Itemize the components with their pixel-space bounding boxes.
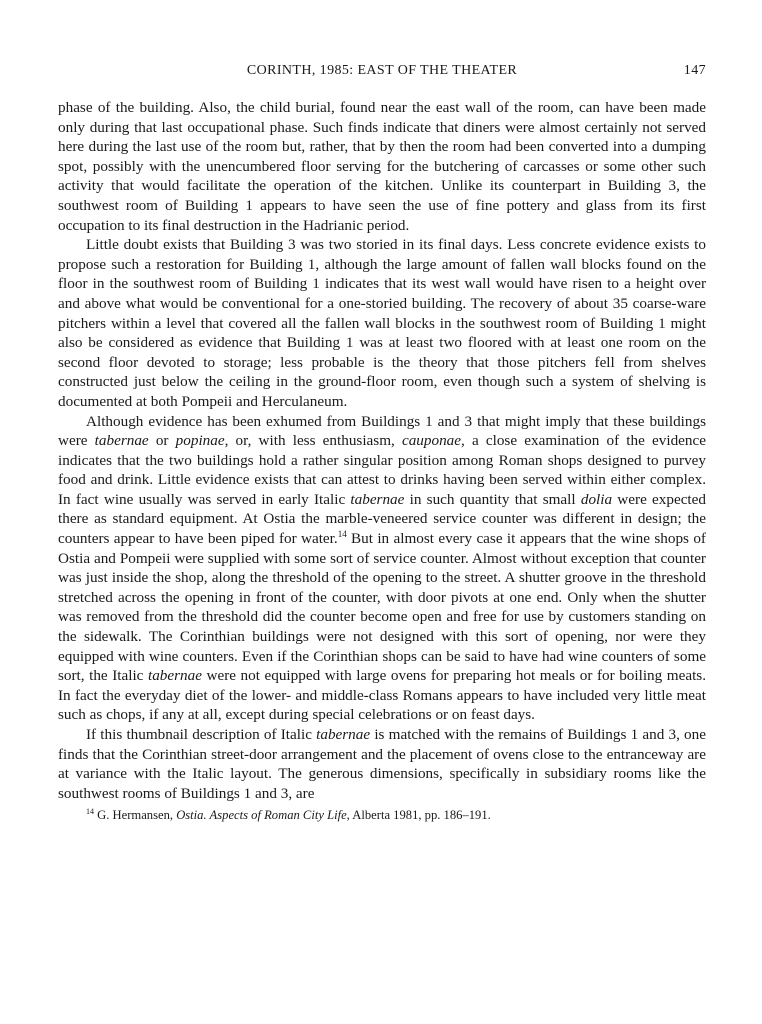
running-title: CORINTH, 1985: EAST OF THE THEATER <box>246 63 518 78</box>
running-head <box>58 60 706 84</box>
text-run: were expected there as standard equipment. At Ostia the marble-veneered service counter was different in design; the counters appear to have been piped for water. <box>58 490 706 548</box>
paragraph-2: Little doubt exists that Building 3 was two storied in its final days. Less concrete evidence exists to propose such a restoration for Building 1, although the large amount of fallen wall blocks found on the floor in the southwest room of Building 1 indicates that its west wall would have risen to a height over and above what would be conventional for a one-storied building. The recovery of about 35 coarse-ware pitchers within a level that covered all the fallen wall blocks in the southwest room of Building 1 might also be considered as evidence that Building 1 was at least two floored with at least one room on the second floor devoted to storage; less probable is the theory that those pitchers fell from shelves constructed just below the ceiling in the ground-floor room, even though such a system of shelving is documented at both Pompeii and Herculaneum. <box>58 236 706 410</box>
footnote-14 <box>58 807 706 823</box>
footnote-reference: 14 <box>337 529 347 540</box>
text-run: Although evidence has been exhumed from Buildings 1 and 3 that might imply that these buildings were <box>58 412 706 450</box>
italic-term: tabernae <box>316 726 371 743</box>
italic-term: popinae <box>175 432 225 450</box>
text-run: in such quantity that small <box>404 490 581 508</box>
footnote-author: G. Hermansen, <box>94 808 177 823</box>
footnote-title: Ostia. Aspects of Roman City Life <box>176 808 347 823</box>
italic-term: cauponae <box>401 432 462 450</box>
text-run: , a close examination of the evidence indicates that the two buildings hold a rather singular position among Roman shops designed to purvey food and drink. Little evidence exists that can attest to drinks having been served within either complex. In fact wine usually was served in early Italic <box>58 432 706 508</box>
paragraph-3 <box>58 412 706 726</box>
footnote-number: 14 <box>86 807 94 817</box>
text-run: is matched with the remains of Buildings 1 and 3, one finds that the Corinthian street-door arrangement and the placement of ovens close to the entranceway are at variance with the Italic layout. The generous dimensions, specifically in subsidiary rooms like the southwest rooms of Buildings 1 and 3, are <box>58 726 706 802</box>
paragraph-1: phase of the building. Also, the child burial, found near the east wall of the room, can have been made only during that last occupational phase. Such finds indicate that diners were almost certainly not served here during the last use of the room but, rather, that by then the room had been converted into a dumping spot, possibly with the unencumbered floor serving for the butchering of carcasses or some other such activity that would facilitate the operation of the kitchen. Unlike its counterpart in Building 3, the southwest room of Building 1 appears to have seen the use of fine pottery and glass from its first occupation to its final destruction in the Hadrianic period. <box>58 99 706 234</box>
paragraph-4 <box>58 725 706 803</box>
text-run: or <box>148 432 176 450</box>
text-run: If this thumbnail description of Italic <box>86 726 317 743</box>
italic-term: dolia <box>580 490 613 508</box>
text-run: were not equipped with large ovens for preparing hot meals or for boiling meats. In fact the everyday diet of the lower- and middle-class Romans appears to have included very little meat such as chops, if any at all, except during special celebrations or on feast days. <box>58 667 706 724</box>
text-run: , or, with less enthusiasm, <box>224 432 402 450</box>
page-number: 147 <box>683 63 706 78</box>
italic-term: tabernae <box>147 667 202 685</box>
page <box>58 60 706 823</box>
body-text <box>58 98 706 803</box>
text-run: But in almost every case it appears that the wine shops of Ostia and Pompeii were supplied with some sort of service counter. Almost without exception that counter was just inside the shop, along the threshold of the opening to the street. A shutter groove in the threshold stretched across the opening in front of the counter, with door pivots at one end. Only when the shutter was removed from the threshold did the counter become open and free for use by customers standing on the sidewalk. The Corinthian buildings were not designed with this sort of opening, nor were they equipped with wine counters. Even if the Corinthian shops can be said to have had wine counters of some sort, the Italic <box>58 530 706 685</box>
italic-term: tabernae <box>350 490 405 508</box>
footnote-citation: , Alberta 1981, pp. 186–191. <box>346 808 491 823</box>
italic-term: tabernae <box>94 432 149 450</box>
